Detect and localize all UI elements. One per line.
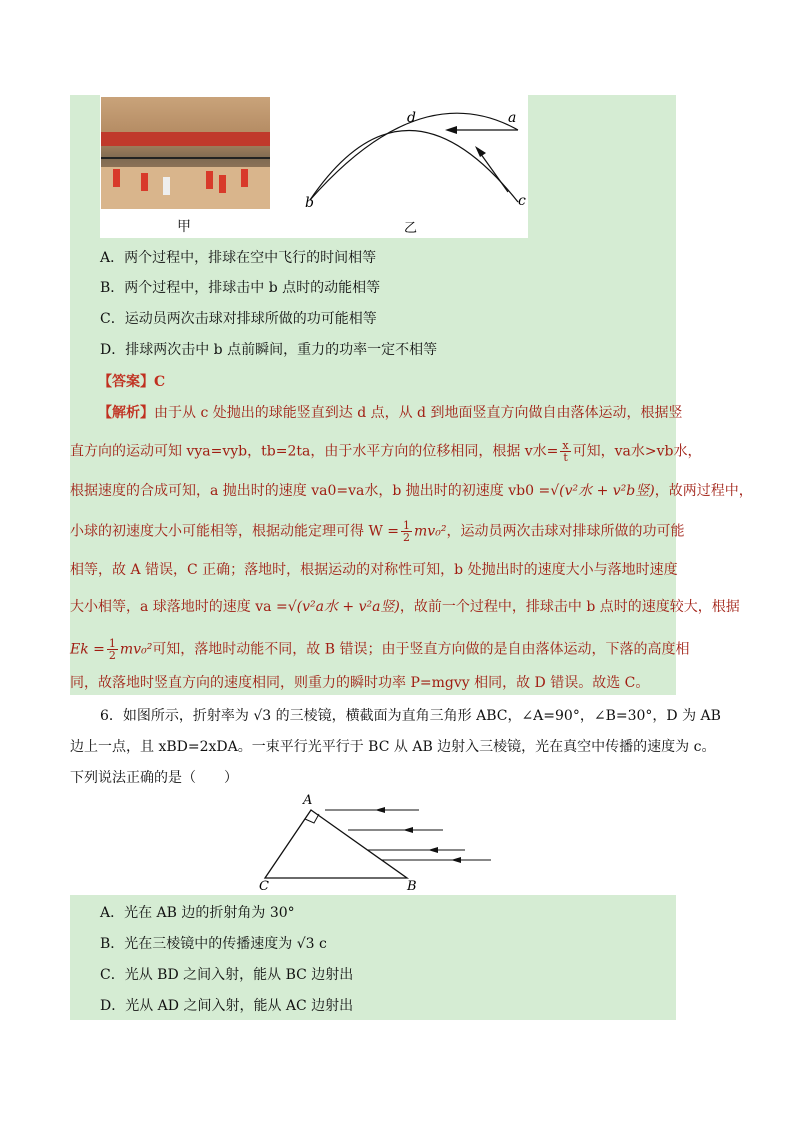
- analysis-text: 可知，va水>vb水，: [572, 443, 702, 460]
- analysis-line-2: [70, 440, 702, 463]
- arrow-c: [478, 150, 508, 192]
- analysis-text: 大小相等，a 球落地时的速度 va =: [70, 599, 288, 615]
- analysis-text: 由于从 c 处抛出的球能竖直到达 d 点，从 d 到地面竖直方向做自由落体运动，根据竖: [154, 405, 683, 421]
- analysis-line-8: 同，故落地时竖直方向的速度相同，则重力的瞬时功率 P=mgvy 相同，故 D 错误。故选 C。: [70, 675, 650, 691]
- prism-triangle: [265, 810, 407, 878]
- q6-stem-line-3: 下列说法正确的是（ ）: [70, 770, 238, 786]
- answer-value: C: [154, 374, 166, 390]
- q5-option-d: D．排球两次击中 b 点前瞬间，重力的功率一定不相等: [100, 342, 438, 358]
- analysis-line-7: [70, 638, 690, 661]
- point-c-label: c: [518, 193, 526, 209]
- light-ray-arrow: [375, 807, 385, 813]
- formula-sqrt-va: √(v²a水 + v²a竖): [287, 599, 400, 615]
- q6-stem-line-1: 6．如图所示，折射率为 √3 的三棱镜，横截面为直角三角形 ABC，∠A=90°，∠B=30°，D 为 AB: [100, 708, 721, 724]
- q5-option-a: A．两个过程中，排球在空中飞行的时间相等: [100, 250, 377, 266]
- point-a-label: a: [508, 110, 517, 126]
- fraction-numerator: 1: [108, 637, 116, 650]
- arrow-a-head: [445, 126, 457, 134]
- formula-sqrt-vb0: √(v²水 + v²b竖): [550, 483, 655, 499]
- q6-option-c: C．光从 BD 之间入射，能从 BC 边射出: [100, 967, 354, 983]
- light-ray-arrow: [428, 847, 438, 853]
- arrow-c-head: [475, 146, 486, 157]
- analysis-label: 【解析】: [98, 405, 154, 421]
- analysis-text: 直方向的运动可知 vya=vyb，tb=2ta，由于水平方向的位移相同，根据 v水=: [70, 443, 559, 460]
- analysis-text: ，故前一个过程中，排球击中 b 点时的速度较大，根据: [399, 599, 740, 615]
- analysis-text: 小球的初速度大小可能相等，根据动能定理可得 W =: [70, 523, 400, 540]
- answer-label: 【答案】: [98, 374, 154, 390]
- photo-net: [101, 157, 270, 159]
- player: [163, 177, 170, 195]
- fraction-denominator: 2: [403, 531, 411, 544]
- fraction-numerator: x: [562, 439, 569, 452]
- vertex-a-label: A: [303, 793, 313, 808]
- fraction-denominator: t: [563, 451, 568, 464]
- analysis-text: ，故两过程中，: [654, 483, 753, 499]
- formula-mv0: mv₀²: [119, 641, 153, 658]
- player: [219, 175, 226, 193]
- photo-label: 甲: [177, 219, 191, 235]
- fraction-x-over-t: [560, 440, 570, 463]
- volleyball-photo: [101, 97, 270, 209]
- analysis-line-5: 相等，故 A 错误，C 正确；落地时，根据运动的对称性可知，b 处抛出时的速度大小与落地时速度: [70, 562, 678, 578]
- trajectory-a-to-b: [310, 113, 518, 200]
- formula-ek: Ek =: [70, 641, 105, 658]
- q5-option-b: B．两个过程中，排球击中 b 点时的动能相等: [100, 280, 381, 296]
- fraction-numerator: 1: [403, 519, 411, 532]
- point-d-label: d: [407, 110, 416, 126]
- answer-line: [98, 372, 165, 392]
- photo-banner: [101, 132, 270, 146]
- fraction-one-half: [107, 638, 118, 661]
- analysis-text: ，运动员两次击球对排球所做的功可能: [446, 523, 685, 540]
- vertex-c-label: C: [259, 879, 269, 892]
- fraction-denominator: 2: [108, 649, 116, 662]
- trajectory-c-to-b: [310, 130, 518, 202]
- formula-mv0: mv₀²: [414, 523, 447, 540]
- diagram-label: 乙: [404, 221, 418, 236]
- fraction-one-half: [401, 520, 412, 543]
- trajectory-diagram: [300, 100, 528, 238]
- vertex-b-label: B: [407, 879, 417, 892]
- player: [206, 171, 213, 189]
- analysis-line-1: [98, 403, 682, 423]
- q6-stem-line-2: 边上一点，且 xBD=2xDA。一束平行光平行于 BC 从 AB 边射入三棱镜，光在真空中传播的速度为 c。: [70, 739, 716, 755]
- player: [141, 173, 148, 191]
- q6-option-d: D．光从 AD 之间入射，能从 AC 边射出: [100, 998, 354, 1014]
- player: [113, 169, 120, 187]
- analysis-line-3: [70, 481, 753, 501]
- analysis-line-6: [70, 597, 740, 617]
- analysis-text: 根据速度的合成可知，a 抛出时的速度 va0=va水，b 抛出时的初速度 vb0 =: [70, 483, 551, 499]
- light-ray-arrow: [451, 857, 461, 863]
- analysis-text: 可知，落地时动能不同，故 B 错误；由于竖直方向做的是自由落体运动，下落的高度相: [152, 641, 690, 658]
- point-b-label: b: [305, 195, 314, 211]
- q5-option-c: C．运动员两次击球对排球所做的功可能相等: [100, 311, 377, 327]
- light-ray-arrow: [403, 827, 413, 833]
- q6-option-b: B．光在三棱镜中的传播速度为 √3 c: [100, 936, 327, 952]
- prism-diagram: [253, 792, 493, 892]
- q6-option-a: A．光在 AB 边的折射角为 30°: [100, 905, 295, 921]
- analysis-line-4: [70, 520, 684, 543]
- player: [241, 169, 248, 187]
